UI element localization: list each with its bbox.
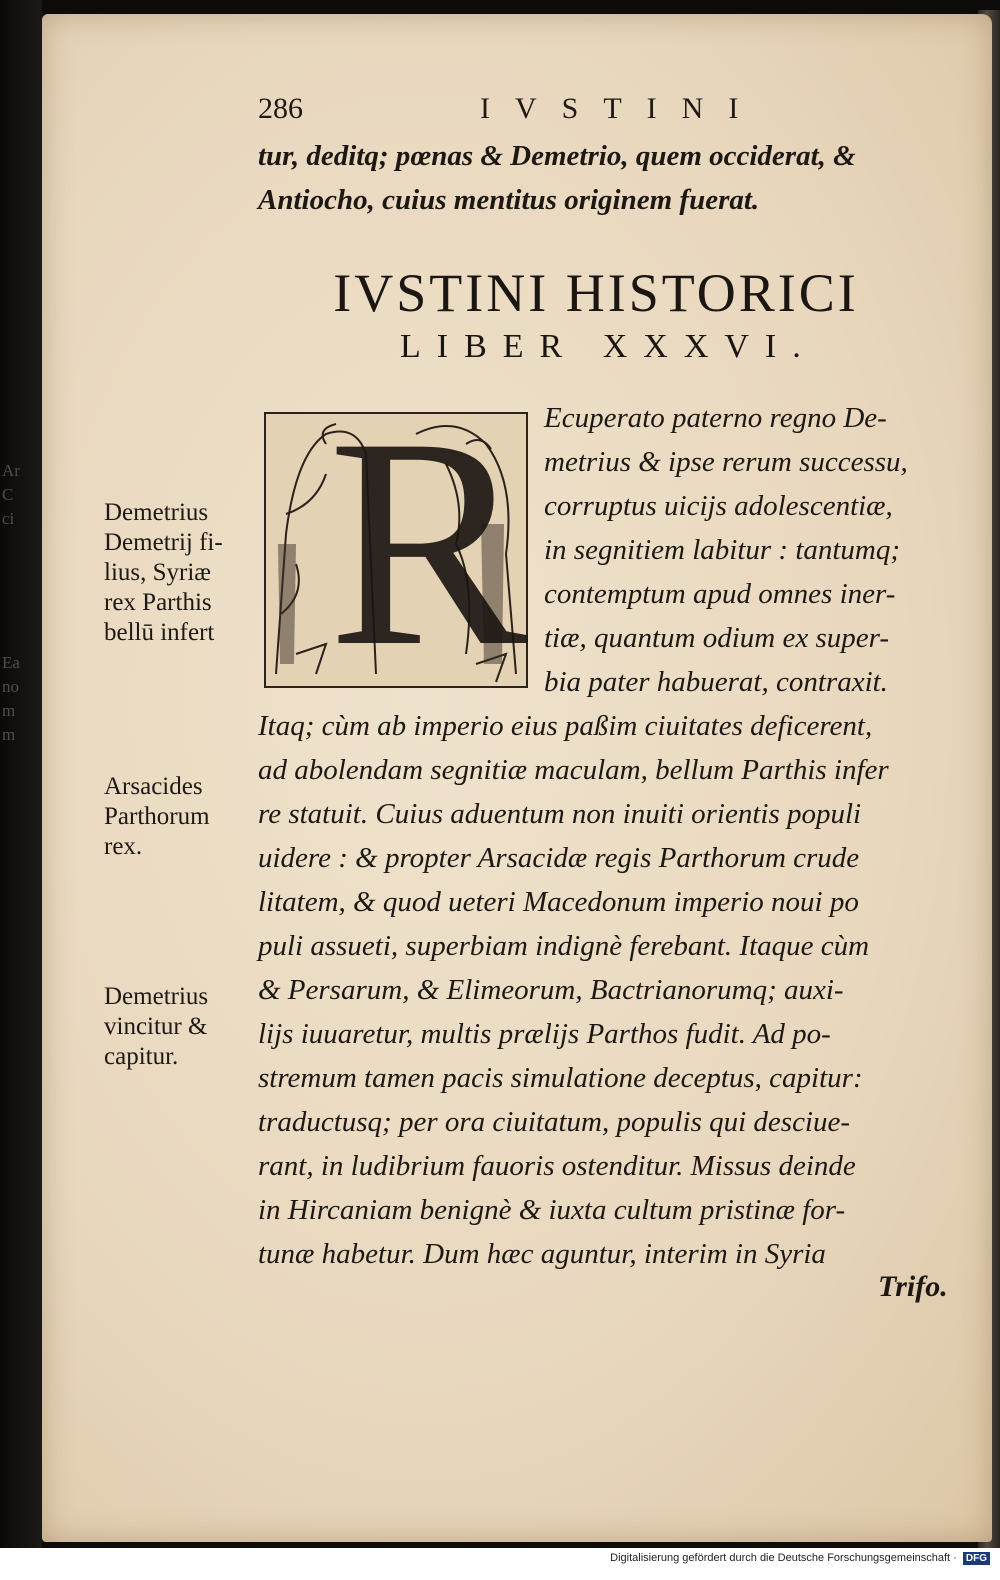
text-line: stremum tamen pacis simulatione deceptus, capitur:: [258, 1062, 863, 1094]
text-line: contemptum apud omnes iner-: [544, 578, 896, 610]
bleed-line: ci: [2, 509, 15, 528]
margin-note-line: Demetrij fi-: [104, 529, 223, 556]
text-line: Ecuperato paterno regno De-: [544, 402, 887, 434]
text-line: rant, in ludibrium fauoris ostenditur. Missus deinde: [258, 1150, 856, 1182]
text-line: bia pater habuerat, contraxit.: [544, 666, 888, 698]
bleed-line: m: [2, 725, 16, 744]
footer-credit: [610, 1552, 990, 1565]
bleed-line: C: [2, 485, 14, 504]
margin-note-line: Demetrius: [104, 499, 209, 526]
text-line: Itaq; cùm ab imperio eius paßim ciuitates deficerent,: [258, 710, 873, 742]
text-line: traductusq; per ora ciuitatum, populis qui desciue-: [258, 1106, 851, 1138]
text-line: in segnitiem labitur : tantumq;: [544, 534, 901, 566]
catchword: Trifo.: [878, 1270, 948, 1303]
dfg-logo-icon: DFG: [963, 1552, 990, 1565]
running-title: IVSTINI: [480, 92, 764, 125]
book-subtitle: LIBER XXXVI.: [400, 328, 817, 365]
bleed-line: Ea: [2, 653, 20, 672]
text-line: puli assueti, superbiam indignè ferebant. Itaque cùm: [258, 930, 870, 962]
intro-line: tur, deditq; pœnas & Demetrio, quem occiderat, &: [258, 140, 856, 172]
bleed-line: m: [2, 701, 16, 720]
book-title: IVSTINI HISTORICI: [333, 263, 859, 323]
margin-note-line: rex Parthis: [104, 589, 212, 616]
intro-line: Antiocho, cuius mentitus originem fuerat.: [258, 184, 760, 216]
text-line: litatem, & quod ueteri Macedonum imperio noui po: [258, 886, 859, 918]
decorated-initial: [264, 376, 529, 708]
text-line: metrius & ipse rerum successu,: [544, 446, 908, 478]
margin-note-line: lius, Syriæ: [104, 559, 211, 586]
initial-letter: R: [328, 376, 529, 708]
text-line: lijs iuuaretur, multis prælijs Parthos fudit. Ad po-: [258, 1018, 831, 1050]
margin-note-line: bellū infert: [104, 619, 215, 646]
text-line: ad abolendam segnitiæ maculam, bellum Parthis infer: [258, 754, 889, 786]
bleed-line: no: [2, 677, 19, 696]
margin-note-line: capitur.: [104, 1043, 179, 1070]
text-line: in Hircaniam benignè & iuxta cultum pristinæ for-: [258, 1194, 846, 1226]
text-line: uidere : & propter Arsacidæ regis Parthorum crude: [258, 842, 860, 874]
margin-note-line: Arsacides: [104, 773, 203, 800]
text-line: tiæ, quantum odium ex super-: [544, 622, 889, 654]
text-line: & Persarum, & Elimeorum, Bactrianorumq; auxi-: [258, 974, 844, 1006]
page-header: [258, 92, 948, 132]
margin-note-line: Demetrius: [104, 983, 209, 1010]
text-line: corruptus uicijs adolescentiæ,: [544, 490, 893, 522]
page-number: 286: [258, 92, 303, 125]
margin-note-line: rex.: [104, 833, 143, 860]
margin-note-line: Parthorum: [104, 803, 210, 830]
bleed-line: Ar: [2, 461, 20, 480]
text-line: tunæ habetur. Dum hæc aguntur, interim in Syria: [258, 1238, 826, 1270]
footer-text: Digitalisierung gefördert durch die Deutsche Forschungsgemeinschaft ·: [610, 1552, 957, 1564]
text-line: re statuit. Cuius aduentum non inuiti orientis populi: [258, 798, 862, 830]
margin-note-line: vincitur &: [104, 1013, 208, 1040]
previous-page-strip: [0, 0, 42, 1580]
